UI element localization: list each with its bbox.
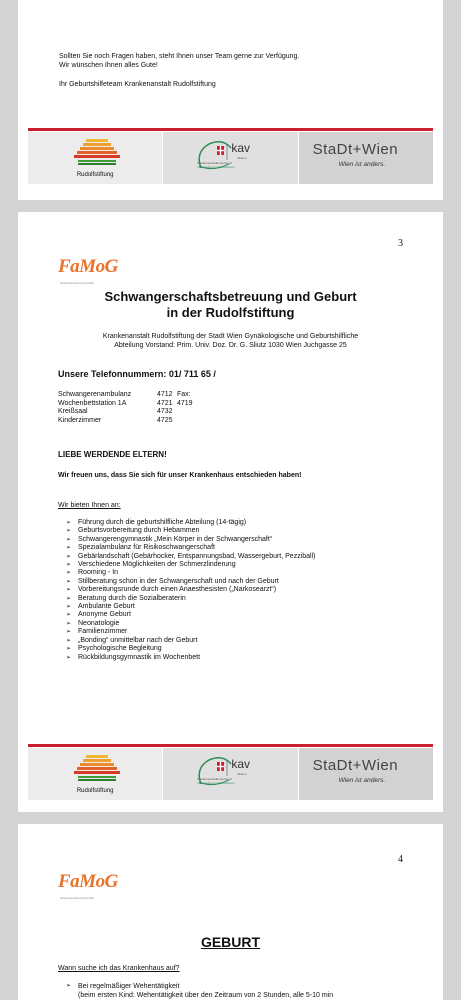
list-item: ➢ Familienzimmer bbox=[64, 628, 315, 636]
welcome-text: Wir freuen uns, dass Sie sich für unser Krankenhaus entschieden haben! bbox=[58, 472, 302, 479]
kav-sub-3: Unternehmen Unternehmen bbox=[197, 165, 235, 169]
stadt-wien-logo-panel bbox=[299, 748, 433, 800]
phone-row bbox=[58, 416, 173, 425]
footer-red-rule bbox=[28, 744, 433, 747]
footer-red-rule bbox=[28, 128, 433, 131]
page-title-2: in der Rudolfstiftung bbox=[166, 305, 295, 320]
stadt-wien-logo-panel bbox=[299, 132, 433, 184]
list-item: ➢ Ambulante Geburt bbox=[64, 603, 315, 611]
phone-number: 4725 bbox=[157, 416, 173, 424]
phone-label: Wochenbettstation 1A bbox=[58, 399, 127, 407]
list-item-continuation: (beim ersten Kind: Wehentätigkeit über den Zeitraum von 2 Stunden, alle 5-10 min bbox=[78, 992, 334, 999]
kav-logo-panel bbox=[163, 748, 297, 800]
list-item: ➢ Verschiedene Möglichkeiten der Schmerzlinderung bbox=[64, 561, 315, 569]
page-footer bbox=[18, 744, 443, 808]
document-page-1 bbox=[18, 0, 443, 200]
stadt-wien-logo: StaDt+Wien bbox=[312, 757, 399, 774]
famog-logo: FaMoG bbox=[58, 256, 118, 277]
list-item: ➢ Schwangerengymnastik „Mein Körper in der Schwangerschaft“ bbox=[64, 536, 315, 544]
phone-label: Kreißsaal bbox=[58, 408, 88, 415]
kav-sub-2: Krankenanstaltenverbund bbox=[197, 777, 232, 781]
rudolfstiftung-label: Rudolfstiftung bbox=[76, 172, 114, 178]
phone-label: Kinderzimmer bbox=[58, 416, 102, 424]
wien-ist-anders: Wien ist anders. bbox=[338, 777, 386, 784]
wien-ist-anders: Wien ist anders. bbox=[338, 161, 386, 168]
subtitle-line-1: Krankenanstalt Rudolfstiftung der Stadt Wien Gynäkologische und Geburtshilfliche bbox=[102, 333, 359, 340]
wishes-text: Wir wünschen Ihnen alles Gute! bbox=[59, 62, 158, 69]
phone-number: 4721 bbox=[157, 399, 173, 407]
document-page-2 bbox=[18, 212, 443, 812]
rudolfstiftung-logo-icon bbox=[72, 137, 122, 167]
page-footer bbox=[18, 128, 443, 192]
page-number: 4 bbox=[398, 854, 403, 865]
kav-sub-1: Wiener bbox=[237, 156, 247, 160]
list-item: ➢ Stillberatung schon in der Schwangerschaft und nach der Geburt bbox=[64, 578, 315, 586]
rudolfstiftung-logo-panel bbox=[28, 748, 162, 800]
subtitle-line-2: Abteilung Vorstand: Prim. Univ. Doz. Dr. G. Sliutz 1030 Wien Juchgasse 25 bbox=[114, 342, 347, 349]
page-number: 3 bbox=[398, 238, 403, 249]
famog-logo-sub: familienorientierte Geburtshilfe bbox=[60, 897, 94, 900]
kav-sub-1: Wiener bbox=[237, 772, 247, 776]
list-item: ➢ Psychologische Begleitung bbox=[64, 645, 315, 653]
greeting-heading: LIEBE WERDENDE ELTERN! bbox=[58, 450, 167, 459]
famog-logo-sub: familienorientierte Geburtshilfe bbox=[60, 282, 94, 285]
birth-list bbox=[64, 982, 179, 991]
phone-row bbox=[58, 399, 173, 408]
list-item: ➢ Vorbereitungsrunde durch einen Anaesthesisten („Narkosearzt“) bbox=[64, 586, 315, 594]
famog-logo: FaMoG bbox=[58, 871, 118, 892]
section-title: GEBURT bbox=[200, 934, 261, 950]
list-item: ➢ Rooming - In bbox=[64, 569, 315, 577]
list-item: ➢ Anonyme Geburt bbox=[64, 611, 315, 619]
phone-number: 4732 bbox=[157, 408, 173, 415]
phone-row bbox=[58, 407, 173, 416]
kav-logo-text: kav bbox=[231, 141, 251, 155]
phone-number: 4712 bbox=[157, 391, 173, 398]
offer-list bbox=[64, 519, 315, 662]
kav-sub-2: Krankenanstaltenverbund bbox=[197, 161, 232, 165]
list-item: ➢ „Bonding“ unmittelbar nach der Geburt bbox=[64, 637, 315, 645]
list-item: ➢ Bei regelmäßiger Wehentätigkeit bbox=[64, 982, 179, 991]
rudolfstiftung-label: Rudolfstiftung bbox=[76, 788, 114, 794]
kav-logo-panel bbox=[163, 132, 297, 184]
questions-text: Sollten Sie noch Fragen haben, steht Ihnen unser Team gerne zur Verfügung. bbox=[59, 53, 300, 60]
list-item: ➢ Rückbildungsgymnastik im Wochenbett bbox=[64, 654, 315, 662]
phone-fax: Fax: 4719 bbox=[177, 391, 193, 407]
signature-text: Ihr Geburtshilfeteam Krankenanstalt Rudolfstiftung bbox=[59, 81, 216, 88]
list-item: ➢ Führung durch die geburtshilfliche Abteilung (14-tägig) bbox=[64, 519, 315, 527]
page-title-1: Schwangerschaftsbetreuung und Geburt bbox=[104, 289, 357, 304]
list-item: ➢ Gebärlandschaft (Gebärhocker, Entspannungsbad, Wassergeburt, Pezziball) bbox=[64, 553, 315, 561]
document-page-3 bbox=[18, 824, 443, 1000]
phone-list bbox=[58, 390, 193, 424]
list-item: ➢ Geburtsvorbereitung durch Hebammen bbox=[64, 527, 315, 535]
phone-heading: Unsere Telefonnummern: 01/ 711 65 / bbox=[58, 369, 216, 379]
phone-label: Schwangerenambulanz bbox=[58, 391, 132, 398]
kav-sub-3: Unternehmen Unternehmen bbox=[197, 781, 235, 785]
kav-logo-text: kav bbox=[231, 757, 251, 771]
question-heading: Wann suche ich das Krankenhaus auf? bbox=[58, 965, 180, 972]
rudolfstiftung-logo-icon bbox=[72, 753, 122, 783]
rudolfstiftung-logo-panel bbox=[28, 132, 162, 184]
list-item: ➢ Spezialambulanz für Risikoschwangerschaft bbox=[64, 544, 315, 552]
list-item: ➢ Beratung durch die Sozialberaterin bbox=[64, 595, 315, 603]
stadt-wien-logo: StaDt+Wien bbox=[312, 141, 399, 158]
offer-heading: Wir bieten Ihnen an: bbox=[58, 502, 121, 509]
list-item: ➢ Neonatologie bbox=[64, 620, 315, 628]
